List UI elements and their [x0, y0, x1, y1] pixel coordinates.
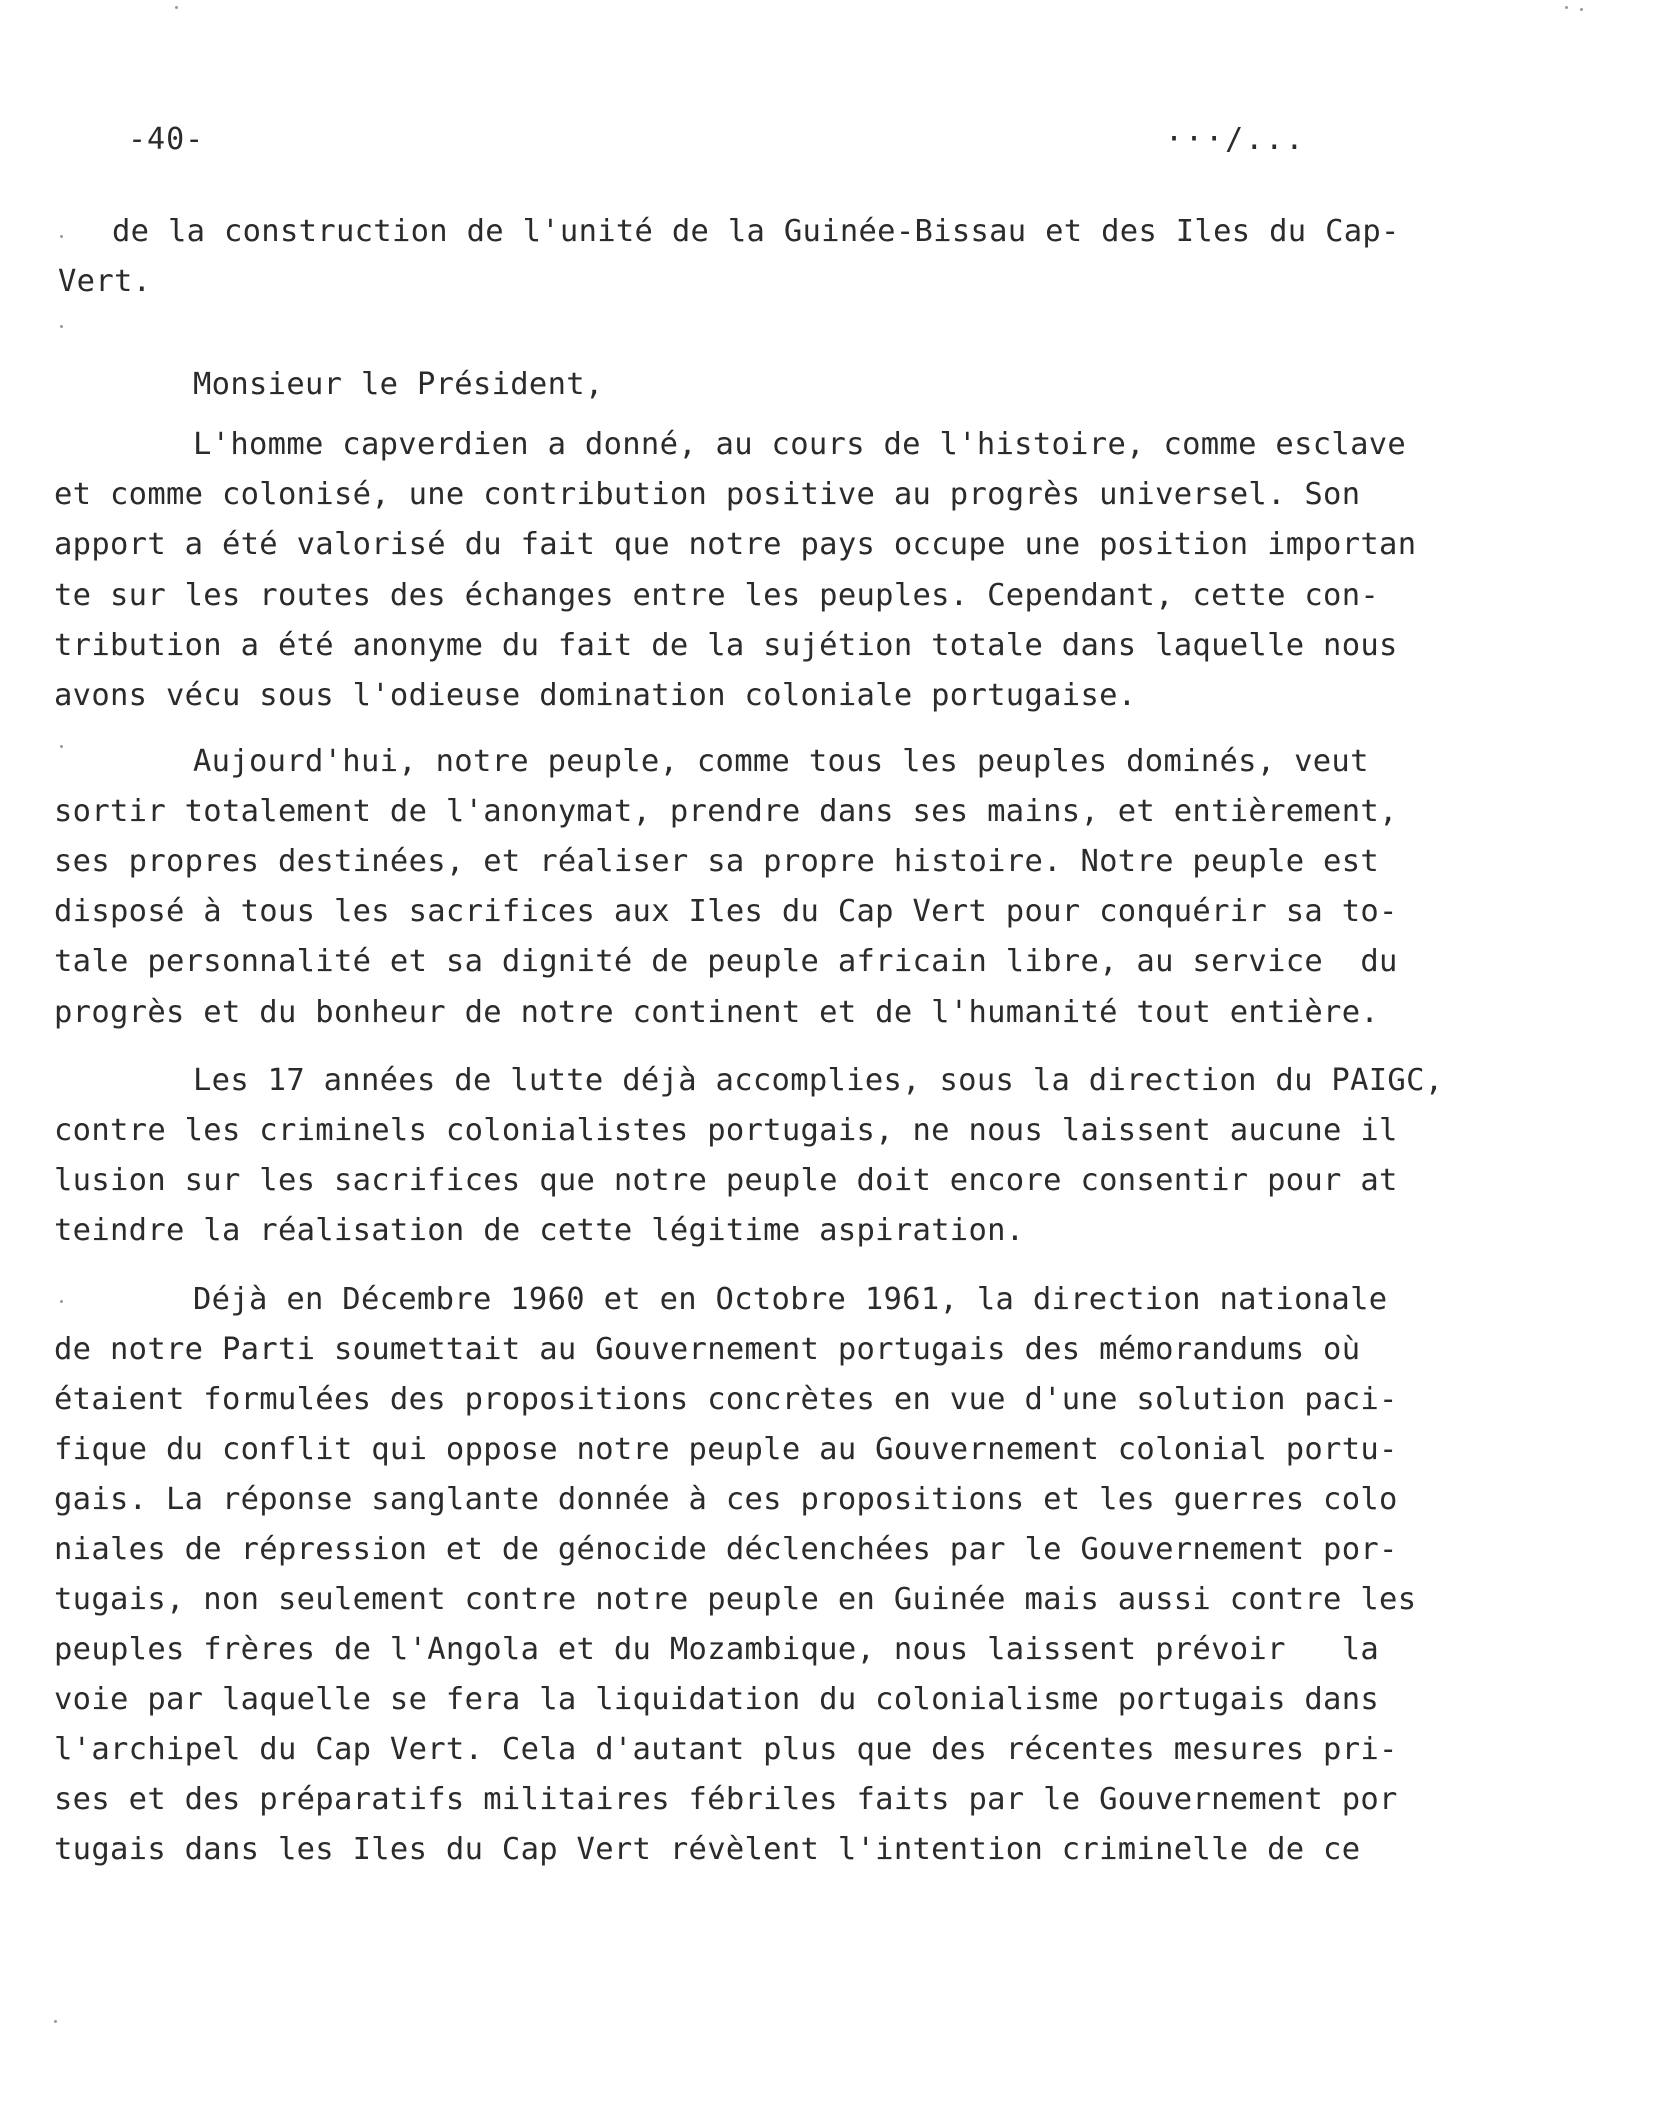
continuation-mark: ···/... [1165, 122, 1306, 157]
salutation: Monsieur le Président, [193, 367, 604, 402]
body-line: tugais, non seulement contre notre peuple en Guinée mais aussi contre les [54, 1582, 1417, 1617]
scan-speck [60, 1300, 63, 1303]
scan-speck [1565, 6, 1568, 9]
body-line: progrès et du bonheur de notre continent et de l'humanité tout entière. [54, 995, 1380, 1030]
body-line: niales de répression et de génocide déclenchées par le Gouvernement por- [54, 1532, 1398, 1567]
body-line: apport a été valorisé du fait que notre pays occupe une position importan [54, 527, 1417, 562]
body-line: de notre Parti soumettait au Gouvernement portugais des mémorandums où [54, 1332, 1361, 1367]
scan-speck [54, 2020, 57, 2023]
body-line: étaient formulées des propositions concrètes en vue d'une solution paci- [54, 1382, 1398, 1417]
body-line: disposé à tous les sacrifices aux Iles du Cap Vert pour conquérir sa to- [54, 894, 1398, 929]
body-line: sortir totalement de l'anonymat, prendre dans ses mains, et entièrement, [54, 794, 1398, 829]
body-line: teindre la réalisation de cette légitime aspiration. [54, 1213, 1025, 1248]
body-line: l'archipel du Cap Vert. Cela d'autant plus que des récentes mesures pri- [54, 1732, 1398, 1767]
body-line: te sur les routes des échanges entre les peuples. Cependant, cette con- [54, 578, 1380, 613]
body-line: Aujourd'hui, notre peuple, comme tous les peuples dominés, veut [193, 744, 1369, 779]
scan-speck [1580, 8, 1583, 11]
body-line: voie par laquelle se fera la liquidation du colonialisme portugais dans [54, 1682, 1380, 1717]
body-line: Déjà en Décembre 1960 et en Octobre 1961, la direction nationale [193, 1282, 1388, 1317]
body-line: Les 17 années de lutte déjà accomplies, sous la direction du PAIGC, [193, 1063, 1444, 1098]
body-line: tale personnalité et sa dignité de peuple africain libre, au service du [54, 944, 1398, 979]
body-line: et comme colonisé, une contribution positive au progrès universel. Son [54, 477, 1361, 512]
body-line: gais. La réponse sanglante donnée à ces propositions et les guerres colo [54, 1482, 1398, 1517]
body-line: avons vécu sous l'odieuse domination coloniale portugaise. [54, 678, 1137, 713]
body-line: fique du conflit qui oppose notre peuple au Gouvernement colonial portu- [54, 1432, 1398, 1467]
body-line: tribution a été anonyme du fait de la sujétion totale dans laquelle nous [54, 628, 1398, 663]
body-line: L'homme capverdien a donné, au cours de l'histoire, comme esclave [193, 427, 1407, 462]
body-line: contre les criminels colonialistes portugais, ne nous laissent aucune il [54, 1113, 1398, 1148]
body-line: tugais dans les Iles du Cap Vert révèlent l'intention criminelle de ce [54, 1832, 1361, 1867]
scan-speck [60, 745, 63, 748]
page-number: -40- [128, 122, 205, 157]
scan-speck [60, 235, 63, 238]
scan-speck [60, 325, 63, 328]
body-line: peuples frères de l'Angola et du Mozambique, nous laissent prévoir la [54, 1632, 1380, 1667]
body-line: lusion sur les sacrifices que notre peuple doit encore consentir pour at [54, 1163, 1398, 1198]
body-line: Vert. [58, 264, 152, 299]
body-line: ses propres destinées, et réaliser sa propre histoire. Notre peuple est [54, 844, 1380, 879]
body-line: de la construction de l'unité de la Guinée-Bissau et des Iles du Cap- [112, 214, 1400, 249]
scan-speck [175, 6, 178, 9]
body-line: ses et des préparatifs militaires fébriles faits par le Gouvernement por [54, 1782, 1398, 1817]
